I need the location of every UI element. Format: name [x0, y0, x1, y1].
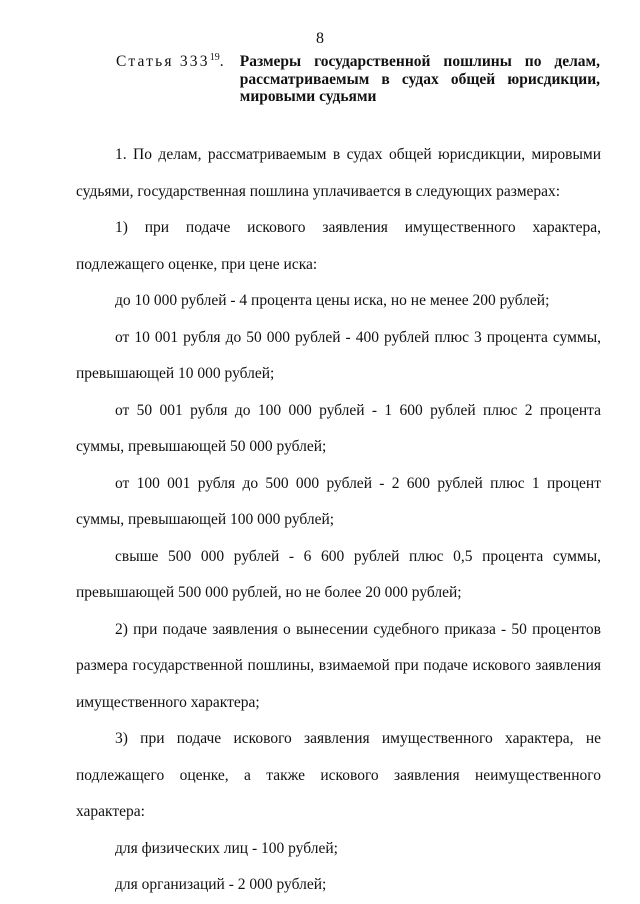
- article-heading: [116, 53, 600, 106]
- paragraph-11: для организаций - 2 000 рублей;: [115, 876, 327, 893]
- paragraph-4: от 10 001 рубля до 50 000 рублей - 400 рублей плюс 3 процента суммы, превышающей 10 000 рублей;: [76, 328, 601, 382]
- article-body: [76, 137, 601, 904]
- article-title: Размеры государственной пошлины по делам, рассматриваемым в судах общей юрисдикции, мировыми судьями: [239, 53, 600, 105]
- article-label-dot: .: [219, 53, 226, 70]
- paragraph-7: свыше 500 000 рублей - 6 600 рублей плюс 0,5 процента суммы, превышающей 500 000 рублей, но не более 20 000 рублей;: [76, 547, 601, 601]
- paragraph-8: 2) при подаче заявления о вынесении судебного приказа - 50 процентов размера государственной пошлины, взимаемой при подаче искового заявления имущественного характера;: [76, 620, 601, 711]
- paragraph-9: 3) при подаче искового заявления имущественного характера, не подлежащего оценке, а также искового заявления неимущественного характера:: [76, 730, 601, 820]
- paragraph-1: 1. По делам, рассматриваемым в судах общей юрисдикции, мировыми судьями, государственная пошлина уплачивается в следующих размерах:: [76, 146, 601, 200]
- article-number-superscript: 19: [209, 52, 220, 63]
- article-label: [116, 53, 226, 106]
- paragraph-10: для физических лиц - 100 рублей;: [115, 839, 338, 857]
- article-label-text: Статья 333: [116, 53, 210, 70]
- paragraph-2: 1) при подаче искового заявления имущественного характера, подлежащего оценке, при цене иска:: [76, 219, 601, 273]
- paragraph-6: от 100 001 рубля до 500 000 рублей - 2 600 рублей плюс 1 процент суммы, превышающей 100 000 рублей;: [76, 474, 601, 528]
- paragraph-5: от 50 001 рубля до 100 000 рублей - 1 600 рублей плюс 2 процента суммы, превышающей 50 000 рублей;: [76, 401, 601, 455]
- page-number: 8: [316, 30, 324, 47]
- paragraph-3: до 10 000 рублей - 4 процента цены иска, но не менее 200 рублей;: [115, 292, 550, 309]
